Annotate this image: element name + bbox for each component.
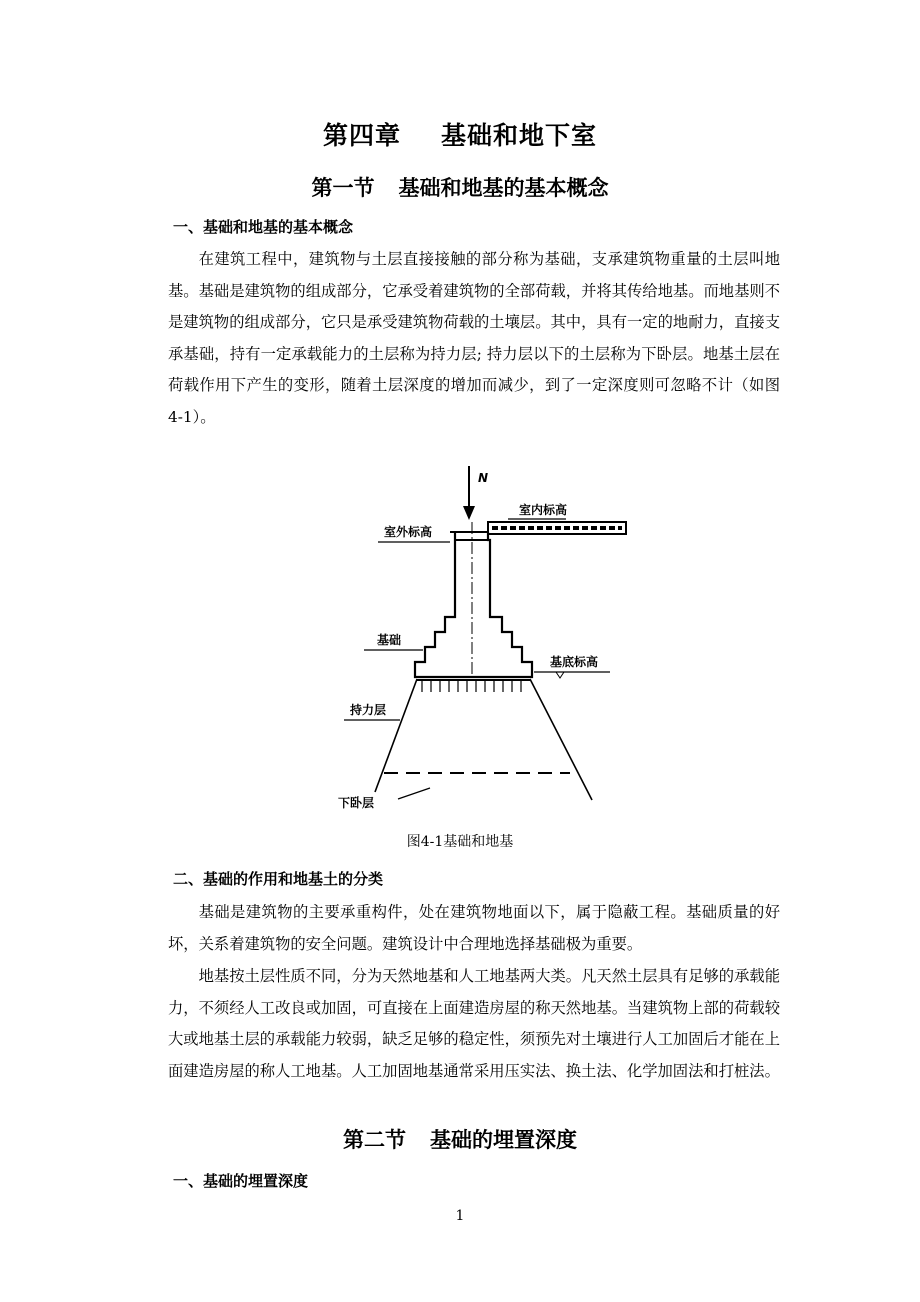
chapter-number: 第四章 — [322, 121, 401, 150]
indoor-level-label: 室内标高 — [519, 503, 568, 517]
base-level-label: 基底标高 — [550, 655, 599, 669]
figure-foundation-diagram — [320, 462, 640, 822]
subsection-1-heading: 一、基础和地基的基本概念 — [173, 218, 354, 236]
paragraph-foundation-role: 基础是建筑物的主要承重构件，处在建筑物地面以下，属于隐蔽工程。基础质量的好坏，关系着建筑物的安全问题。建筑设计中合理地选择基础极为重要。 — [168, 903, 780, 953]
chapter-name: 基础和地下室 — [441, 121, 598, 150]
spread-line-left — [375, 679, 417, 792]
foundation-outline — [415, 532, 532, 677]
foundation-label: 基础 — [377, 633, 402, 647]
section-2-name: 基础的埋置深度 — [430, 1128, 577, 1152]
bearing-pressure-arrows — [422, 680, 521, 692]
paragraph-soil-classification: 地基按土层性质不同，分为天然地基和人工地基两大类。凡天然土层具有足够的承载能力，不须经人工改良或加固，可直接在上面建造房屋的称天然地基。当建筑物上部的荷载较大或地基土层的承载能力较弱，缺乏足够的稳定性，须预先对土壤进行人工加固后才能在上面建造房屋的称人工地基。人工加固地基通常采用压实法、换土法、化学加固法和打桩法。 — [168, 967, 780, 1080]
load-label: N — [478, 471, 489, 485]
subsection-2-heading: 二、基础的作用和地基土的分类 — [173, 870, 384, 888]
base-level-marker — [556, 672, 564, 678]
underlying-layer-pointer — [398, 788, 430, 799]
outdoor-level-label: 室外标高 — [384, 525, 433, 539]
load-arrow-head — [463, 506, 475, 520]
page-number: 1 — [455, 1208, 465, 1224]
section-2-number: 第二节 — [343, 1128, 406, 1152]
section-1-number: 第一节 — [311, 176, 375, 200]
bearing-layer-label: 持力层 — [350, 703, 387, 717]
figure-caption: 图4-1基础和地基 — [406, 834, 514, 850]
subsection-3-heading: 一、基础的埋置深度 — [173, 1172, 309, 1190]
paragraph-foundation-concept: 在建筑工程中，建筑物与土层直接接触的部分称为基础，支承建筑物重量的土层叫地基。基础是建筑物的组成部分，它承受着建筑物的全部荷载，并将其传给地基。而地基则不是建筑物的组成部分，它只是承受建筑物荷载的土壤层。其中，具有一定的地耐力，直接支承基础，持有一定承载能力的土层称为持力层; 持力层以下的土层称为下卧层。地基土层在荷载作用下产生的变形，随着土层深度的增加而减少，到了一定深度则可忽略不计（如图 4-1）。 — [168, 250, 780, 426]
foundation-diagram-svg — [320, 462, 640, 822]
spread-line-right — [530, 679, 592, 800]
chapter-title — [0, 116, 920, 152]
section-1-title — [0, 172, 920, 202]
section-2-title — [0, 1124, 920, 1154]
underlying-layer-label: 下卧层 — [338, 796, 375, 810]
section-1-name: 基础和地基的基本概念 — [398, 176, 609, 200]
